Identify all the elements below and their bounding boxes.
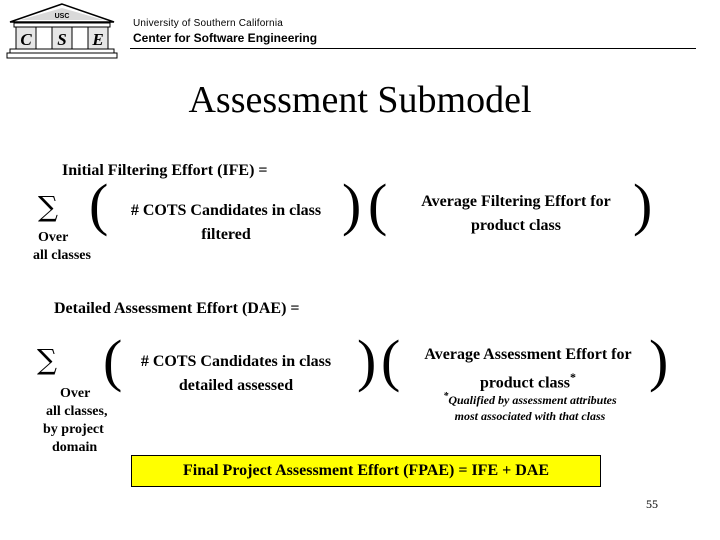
slide-title: Assessment Submodel	[188, 79, 532, 121]
ife-over: Over	[38, 230, 69, 245]
header-divider	[130, 48, 696, 49]
dae-open-paren-2: (	[381, 328, 401, 393]
university-name: University of Southern California	[133, 18, 283, 29]
logo-letter-s: S	[57, 30, 67, 49]
dae-close-paren-2: )	[649, 328, 669, 393]
dae-open-paren-1: (	[103, 328, 123, 393]
dae-note-star: *	[443, 391, 449, 402]
ife-close-paren-2: )	[633, 172, 653, 237]
dae-candidates-line1: # COTS Candidates in class	[140, 353, 332, 370]
dae-note-line1	[425, 391, 635, 408]
dae-avg-effort-line1: Average Assessment Effort for	[424, 346, 632, 363]
ife-avg-effort-line1: Average Filtering Effort for	[421, 193, 611, 210]
dae-domain: domain	[52, 440, 98, 455]
ife-sigma: ∑	[38, 190, 58, 223]
dae-over: Over	[60, 386, 91, 401]
dae-by-project: by project	[43, 422, 104, 437]
page-number: 55	[646, 497, 658, 511]
ife-open-paren-1: (	[89, 172, 109, 237]
ife-avg-effort-line2: product class	[471, 217, 561, 234]
ife-open-paren-2: (	[368, 172, 388, 237]
dae-all-classes: all classes,	[46, 404, 108, 419]
ife-candidates-line2: filtered	[201, 226, 251, 243]
logo-letter-e: E	[92, 30, 104, 49]
dae-label: Detailed Assessment Effort (DAE) =	[54, 300, 300, 317]
dae-footnote-star: *	[569, 370, 576, 384]
ife-candidates-line1: # COTS Candidates in class	[130, 202, 322, 219]
dae-sigma: ∑	[37, 343, 57, 376]
dae-avg-effort-line2	[396, 370, 660, 392]
ife-close-paren-1: )	[342, 172, 362, 237]
dae-close-paren-1: )	[357, 328, 377, 393]
svg-text:USC: USC	[54, 13, 70, 20]
ife-label: Initial Filtering Effort (IFE) =	[62, 162, 268, 179]
center-name: Center for Software Engineering	[133, 31, 318, 45]
ife-all-classes: all classes	[33, 248, 91, 263]
dae-candidates-line2: detailed assessed	[178, 377, 294, 394]
logo-letter-c: C	[20, 30, 32, 49]
cse-logo	[6, 2, 118, 62]
dae-note-text-1: Qualified by assessment attributes	[448, 393, 617, 407]
final-formula-box: Final Project Assessment Effort (FPAE) = IFE + DAE	[131, 455, 601, 487]
dae-note-line2: most associated with that class	[454, 409, 606, 423]
dae-product-class: product class	[480, 374, 570, 392]
